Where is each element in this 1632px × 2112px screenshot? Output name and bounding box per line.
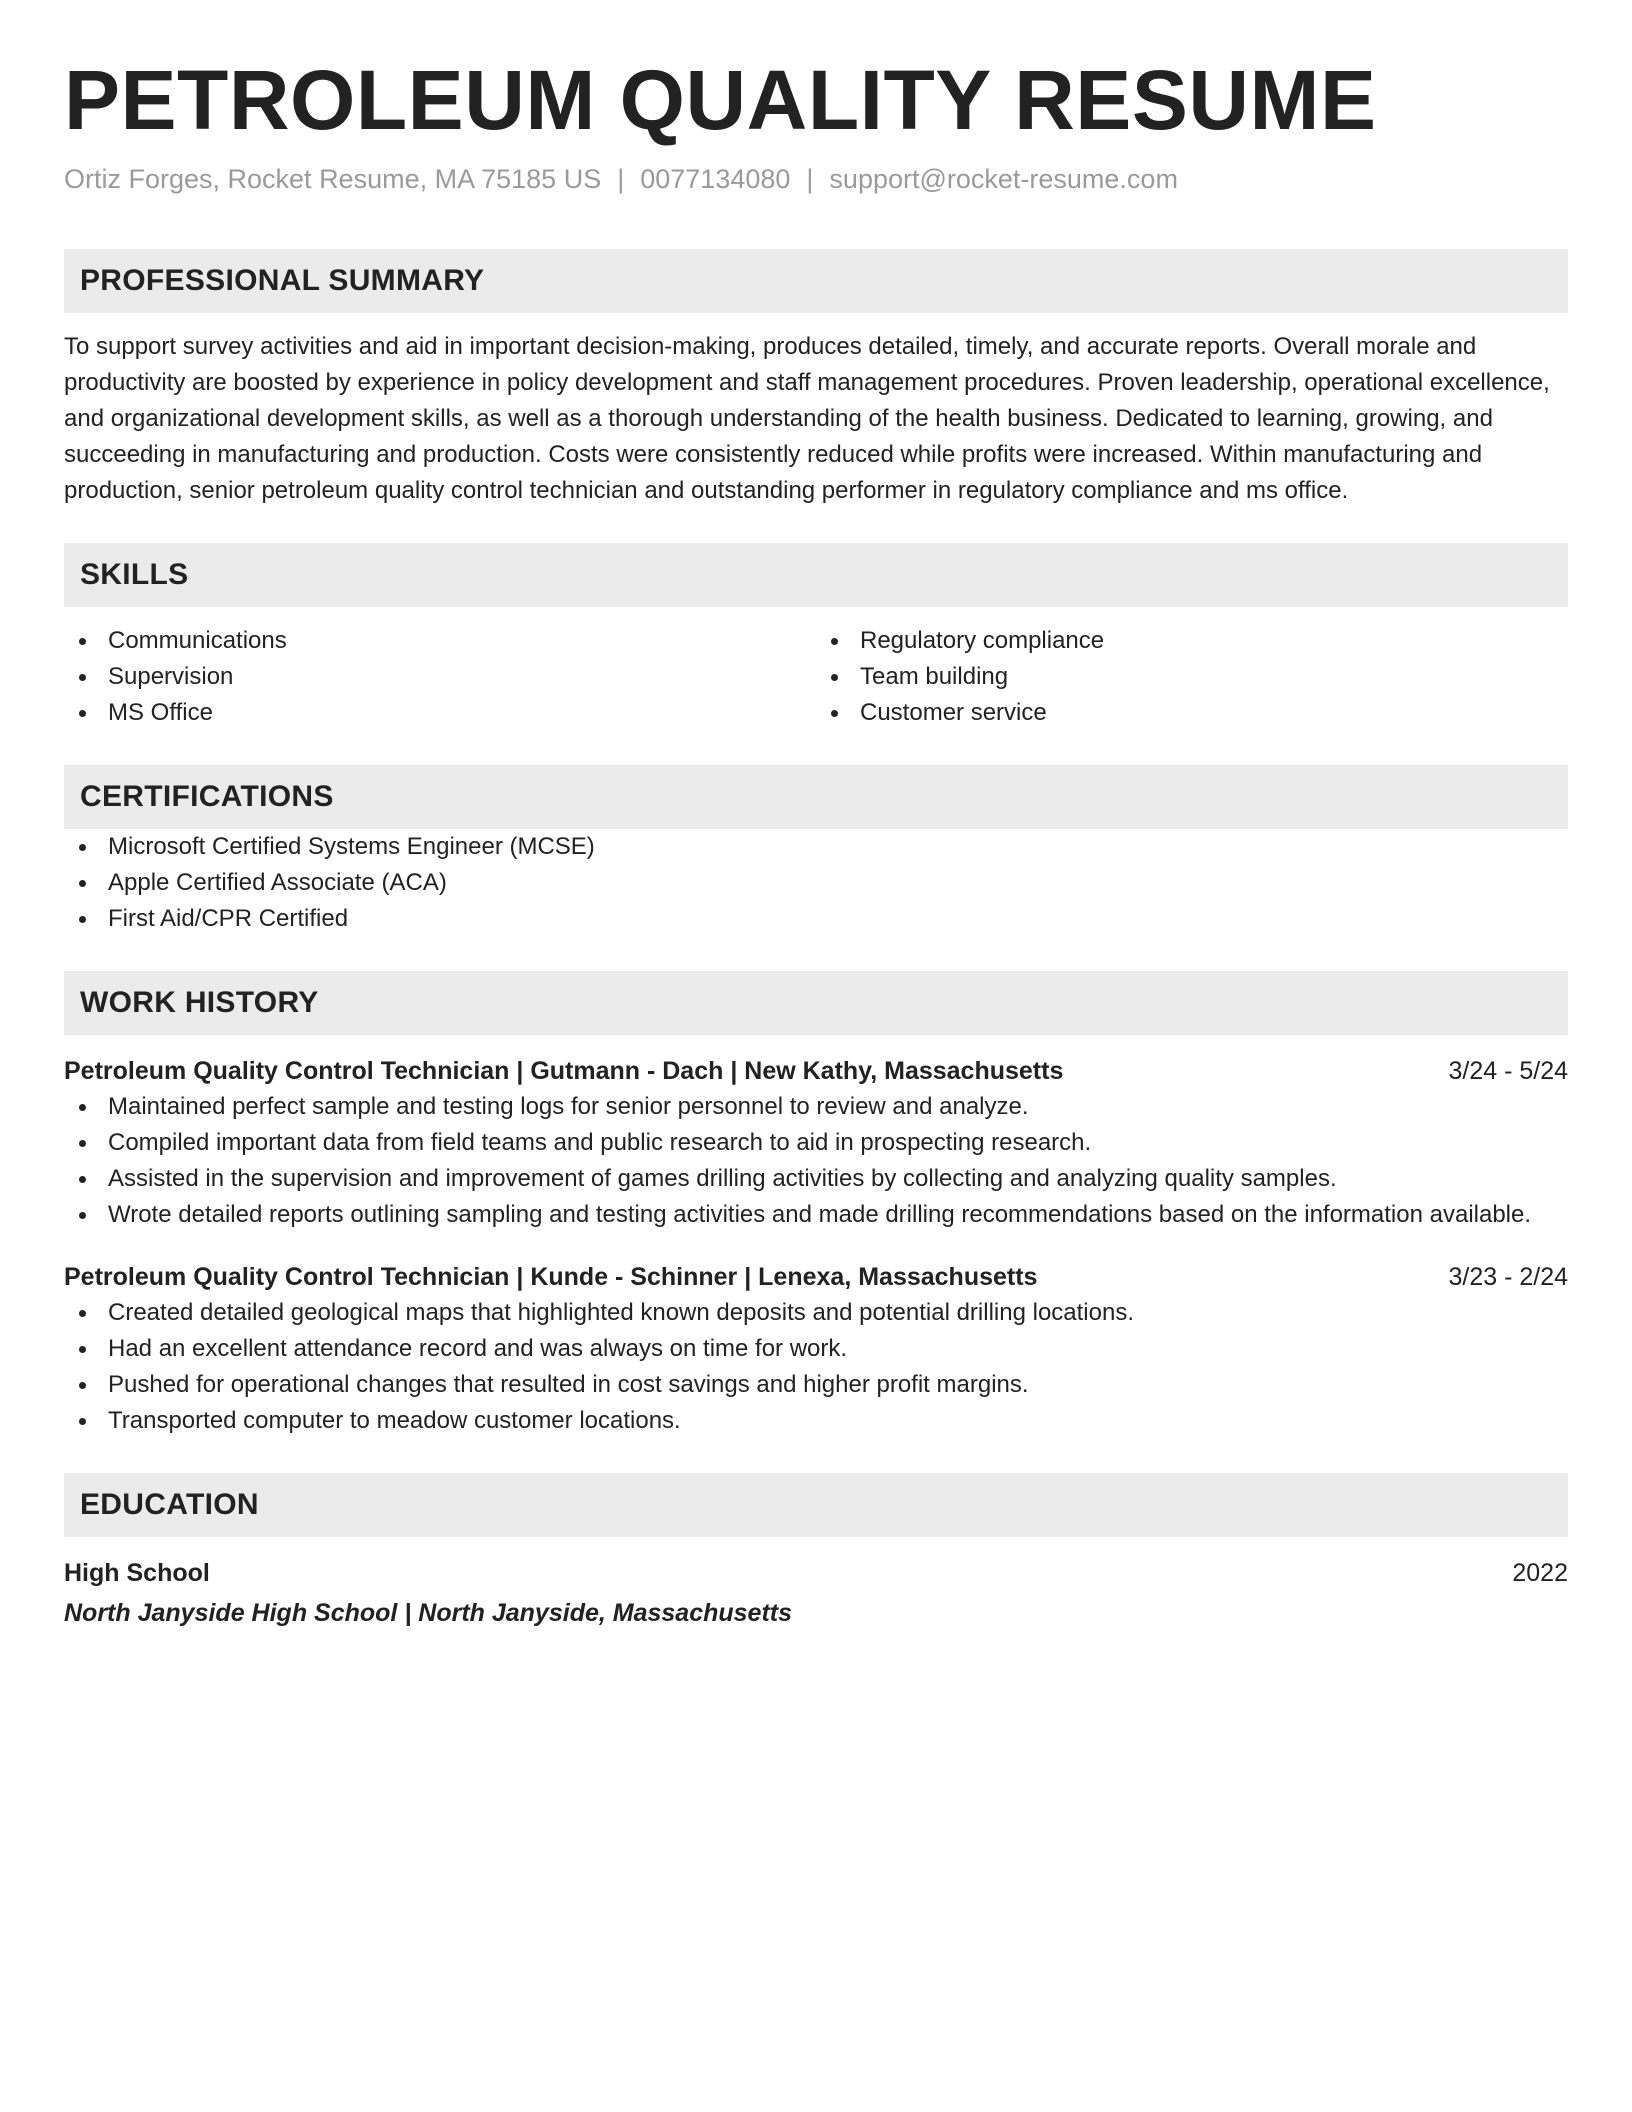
education-header	[64, 1555, 1568, 1591]
contact-email: support@rocket-resume.com	[829, 164, 1178, 195]
job-bullet: Had an excellent attendance record and was always on time for work.	[64, 1331, 1568, 1367]
bullet-icon	[79, 1310, 86, 1317]
job-entry	[64, 1259, 1568, 1439]
job-entry	[64, 1053, 1568, 1233]
certification-item: Apple Certified Associate (ACA)	[64, 865, 1568, 901]
section-header-work-history: WORK HISTORY	[64, 971, 1568, 1035]
skills-grid	[64, 623, 1568, 731]
bullet-icon	[79, 674, 86, 681]
bullet-icon	[79, 638, 86, 645]
bullet-icon	[79, 1346, 86, 1353]
job-bullet: Created detailed geological maps that highlighted known deposits and potential drilling locations.	[64, 1295, 1568, 1331]
job-title: Petroleum Quality Control Technician | Gutmann - Dach | New Kathy, Massachusetts	[64, 1057, 1064, 1086]
skill-item: Supervision	[64, 659, 816, 695]
job-bullet: Compiled important data from field teams and public research to aid in prospecting research.	[64, 1125, 1568, 1161]
contact-line	[64, 162, 1568, 197]
job-bullet: Wrote detailed reports outlining sampling and testing activities and made drilling recommendations based on the information available.	[64, 1197, 1568, 1233]
job-bullet: Pushed for operational changes that resulted in cost savings and higher profit margins.	[64, 1367, 1568, 1403]
contact-separator: |	[806, 164, 814, 195]
bullet-icon	[79, 880, 86, 887]
bullet-icon	[79, 1176, 86, 1183]
bullet-icon	[831, 674, 838, 681]
education-year: 2022	[1512, 1559, 1568, 1588]
bullet-icon	[79, 916, 86, 923]
certification-item: Microsoft Certified Systems Engineer (MCSE)	[64, 829, 1568, 865]
bullet-icon	[831, 638, 838, 645]
skills-column-right	[816, 623, 1568, 731]
skill-item: MS Office	[64, 695, 816, 731]
contact-phone: 0077134080	[640, 164, 791, 195]
resume-title: PETROLEUM QUALITY RESUME	[64, 53, 1377, 147]
education-school: North Janyside High School | North Janyside, Massachusetts	[64, 1599, 793, 1628]
job-header	[64, 1259, 1568, 1295]
bullet-icon	[79, 844, 86, 851]
section-header-education: EDUCATION	[64, 1473, 1568, 1537]
education-degree: High School	[64, 1559, 210, 1588]
skill-item: Team building	[816, 659, 1568, 695]
skills-column-left	[64, 623, 816, 731]
job-header	[64, 1053, 1568, 1089]
contact-address: Ortiz Forges, Rocket Resume, MA 75185 US	[64, 164, 602, 195]
summary-text: To support survey activities and aid in important decision-making, produces detailed, timely, and accurate reports. Overall morale and productivity are boosted by experience in policy development and staff management procedures. Proven leadership, operational excellence, and organizational development skills, as well as a thorough understanding of the health business. Dedicated to learning, growing, and succeeding in manufacturing and production. Costs were consistently reduced while profits were increased. Within manufacturing and production, senior petroleum quality control technician and outstanding performer in regulatory compliance and ms office.	[64, 333, 1550, 505]
job-bullets	[64, 1295, 1568, 1439]
job-dates: 3/23 - 2/24	[1448, 1263, 1568, 1292]
bullet-icon	[831, 710, 838, 717]
contact-separator: |	[617, 164, 625, 195]
certifications-list	[64, 829, 1568, 937]
bullet-icon	[79, 1382, 86, 1389]
bullet-icon	[79, 1212, 86, 1219]
job-bullet: Maintained perfect sample and testing logs for senior personnel to review and analyze.	[64, 1089, 1568, 1125]
bullet-icon	[79, 1418, 86, 1425]
skill-item: Regulatory compliance	[816, 623, 1568, 659]
bullet-icon	[79, 1140, 86, 1147]
bullet-icon	[79, 710, 86, 717]
job-bullets	[64, 1089, 1568, 1233]
education-entry	[64, 1555, 1568, 1631]
job-title: Petroleum Quality Control Technician | Kunde - Schinner | Lenexa, Massachusetts	[64, 1263, 1038, 1292]
section-header-certifications: CERTIFICATIONS	[64, 765, 1568, 829]
job-bullet: Transported computer to meadow customer locations.	[64, 1403, 1568, 1439]
section-header-summary: PROFESSIONAL SUMMARY	[64, 249, 1568, 313]
job-bullet: Assisted in the supervision and improvement of games drilling activities by collecting and analyzing quality samples.	[64, 1161, 1568, 1197]
certification-item: First Aid/CPR Certified	[64, 901, 1568, 937]
section-header-skills: SKILLS	[64, 543, 1568, 607]
skill-item: Communications	[64, 623, 816, 659]
skill-item: Customer service	[816, 695, 1568, 731]
bullet-icon	[79, 1104, 86, 1111]
job-dates: 3/24 - 5/24	[1448, 1057, 1568, 1086]
